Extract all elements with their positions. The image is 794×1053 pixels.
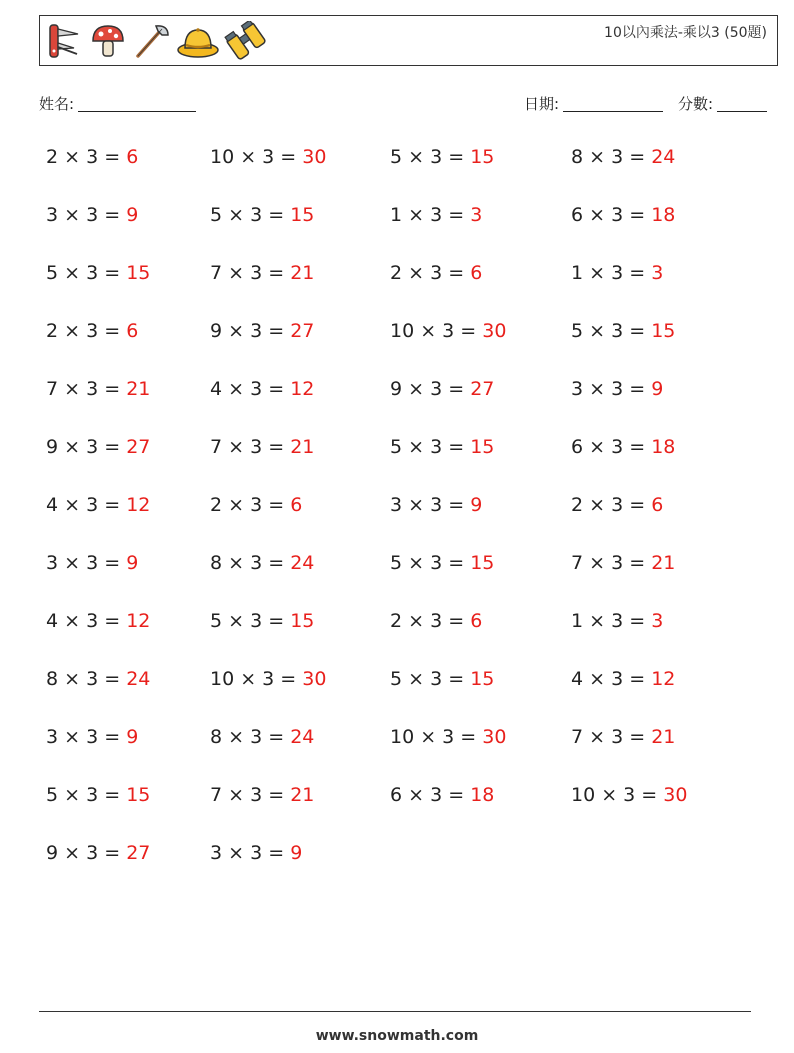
problem-question: 5 × 3 = <box>390 436 471 458</box>
header-icons <box>44 20 268 62</box>
problem-item <box>390 726 506 748</box>
problem-item <box>571 610 663 632</box>
problem-question: 4 × 3 = <box>210 378 291 400</box>
problem-answer: 24 <box>651 146 676 168</box>
problem-answer: 12 <box>126 610 151 632</box>
problem-question: 9 × 3 = <box>210 320 291 342</box>
problem-question: 5 × 3 = <box>390 552 471 574</box>
problem-answer: 30 <box>302 146 327 168</box>
problem-question: 5 × 3 = <box>390 146 471 168</box>
problem-answer: 21 <box>290 436 315 458</box>
date-label: 日期: <box>524 95 560 113</box>
problem-item <box>210 668 326 690</box>
problem-question: 2 × 3 = <box>571 494 652 516</box>
problem-item <box>571 436 675 458</box>
problem-question: 10 × 3 = <box>390 726 483 748</box>
problem-answer: 3 <box>470 204 483 226</box>
problem-item <box>210 204 314 226</box>
problem-item <box>390 378 494 400</box>
problem-answer: 12 <box>126 494 151 516</box>
problem-item <box>210 320 314 342</box>
problem-item <box>571 552 675 574</box>
problem-question: 4 × 3 = <box>46 494 127 516</box>
problem-question: 6 × 3 = <box>571 436 652 458</box>
problem-answer: 27 <box>126 436 151 458</box>
problem-item <box>571 262 663 284</box>
problem-answer: 15 <box>470 552 495 574</box>
score-blank[interactable] <box>717 95 767 112</box>
problem-answer: 15 <box>126 784 151 806</box>
problem-answer: 6 <box>126 146 139 168</box>
problem-answer: 18 <box>651 436 676 458</box>
problem-question: 3 × 3 = <box>46 552 127 574</box>
binoculars-icon <box>224 21 268 61</box>
problem-item <box>571 784 687 806</box>
footer-divider <box>39 1011 751 1012</box>
problem-item <box>390 320 506 342</box>
problem-answer: 27 <box>470 378 495 400</box>
problem-row <box>46 668 766 726</box>
problem-item <box>46 494 150 516</box>
problem-row <box>46 378 766 436</box>
problem-grid <box>46 146 766 900</box>
problem-answer: 24 <box>290 552 315 574</box>
problem-item <box>571 726 675 748</box>
problem-row <box>46 262 766 320</box>
problem-item <box>46 436 150 458</box>
problem-item <box>46 726 138 748</box>
problem-row <box>46 726 766 784</box>
problem-question: 3 × 3 = <box>46 726 127 748</box>
problem-question: 2 × 3 = <box>390 610 471 632</box>
problem-answer: 9 <box>290 842 303 864</box>
problem-item <box>390 784 494 806</box>
problem-answer: 12 <box>290 378 315 400</box>
problem-answer: 21 <box>290 262 315 284</box>
problem-answer: 21 <box>651 726 676 748</box>
problem-row <box>46 552 766 610</box>
problem-question: 5 × 3 = <box>46 784 127 806</box>
problem-question: 9 × 3 = <box>46 842 127 864</box>
problem-answer: 21 <box>290 784 315 806</box>
problem-item <box>46 262 150 284</box>
problem-answer: 3 <box>651 610 664 632</box>
problem-item <box>46 320 138 342</box>
problem-item <box>46 146 138 168</box>
problem-item <box>390 552 494 574</box>
name-field <box>39 93 196 114</box>
problem-answer: 12 <box>651 668 676 690</box>
problem-item <box>390 262 482 284</box>
problem-question: 9 × 3 = <box>390 378 471 400</box>
problem-item <box>571 378 663 400</box>
problem-answer: 15 <box>290 610 315 632</box>
date-blank[interactable] <box>563 95 663 112</box>
problem-item <box>390 204 482 226</box>
problem-item <box>46 610 150 632</box>
problem-item <box>390 146 494 168</box>
mushroom-icon <box>88 21 128 61</box>
problem-answer: 15 <box>651 320 676 342</box>
problem-answer: 6 <box>470 262 483 284</box>
problem-question: 8 × 3 = <box>210 552 291 574</box>
problem-item <box>210 262 314 284</box>
problem-answer: 30 <box>482 726 507 748</box>
problem-answer: 9 <box>126 552 139 574</box>
problem-row <box>46 146 766 204</box>
problem-answer: 21 <box>651 552 676 574</box>
problem-item <box>571 146 675 168</box>
problem-question: 1 × 3 = <box>571 262 652 284</box>
problem-answer: 30 <box>302 668 327 690</box>
problem-item <box>210 146 326 168</box>
problem-question: 10 × 3 = <box>390 320 483 342</box>
problem-question: 7 × 3 = <box>210 262 291 284</box>
problem-question: 7 × 3 = <box>210 784 291 806</box>
problem-answer: 6 <box>651 494 664 516</box>
problem-question: 3 × 3 = <box>390 494 471 516</box>
problem-answer: 9 <box>651 378 664 400</box>
worksheet-title: 10以內乘法-乘以3 (50題) <box>604 25 767 41</box>
name-blank[interactable] <box>78 95 196 112</box>
problem-question: 7 × 3 = <box>210 436 291 458</box>
problem-answer: 18 <box>470 784 495 806</box>
problem-question: 10 × 3 = <box>210 146 303 168</box>
problem-item <box>571 494 663 516</box>
problem-question: 3 × 3 = <box>46 204 127 226</box>
problem-item <box>46 378 150 400</box>
problem-item <box>46 204 138 226</box>
problem-item <box>571 320 675 342</box>
worksheet-header <box>39 15 778 66</box>
problem-question: 5 × 3 = <box>46 262 127 284</box>
problem-question: 7 × 3 = <box>571 726 652 748</box>
problem-question: 10 × 3 = <box>210 668 303 690</box>
problem-answer: 6 <box>470 610 483 632</box>
date-field <box>524 93 663 114</box>
problem-question: 5 × 3 = <box>210 610 291 632</box>
problem-answer: 18 <box>651 204 676 226</box>
problem-answer: 9 <box>126 204 139 226</box>
problem-item <box>210 552 314 574</box>
problem-item <box>210 436 314 458</box>
problem-question: 10 × 3 = <box>571 784 664 806</box>
problem-question: 8 × 3 = <box>46 668 127 690</box>
problem-answer: 15 <box>470 146 495 168</box>
axe-icon <box>132 21 172 61</box>
problem-item <box>390 494 482 516</box>
safari-hat-icon <box>176 21 220 61</box>
problem-answer: 30 <box>663 784 688 806</box>
problem-item <box>46 552 138 574</box>
problem-answer: 27 <box>126 842 151 864</box>
problem-answer: 6 <box>290 494 303 516</box>
problem-row <box>46 784 766 842</box>
problem-answer: 15 <box>290 204 315 226</box>
footer-site: www.snowmath.com <box>315 1028 479 1044</box>
problem-item <box>571 668 675 690</box>
problem-answer: 3 <box>651 262 664 284</box>
score-field <box>678 93 767 114</box>
problem-question: 3 × 3 = <box>210 842 291 864</box>
problem-answer: 9 <box>470 494 483 516</box>
problem-question: 9 × 3 = <box>46 436 127 458</box>
problem-item <box>46 842 150 864</box>
problem-item <box>210 494 302 516</box>
problem-question: 2 × 3 = <box>46 320 127 342</box>
problem-row <box>46 610 766 668</box>
problem-row <box>46 320 766 378</box>
problem-item <box>210 726 314 748</box>
problem-answer: 15 <box>470 436 495 458</box>
name-label: 姓名: <box>39 95 75 113</box>
problem-question: 4 × 3 = <box>571 668 652 690</box>
problem-question: 7 × 3 = <box>571 552 652 574</box>
problem-answer: 21 <box>126 378 151 400</box>
problem-question: 8 × 3 = <box>210 726 291 748</box>
problem-row <box>46 204 766 262</box>
problem-question: 2 × 3 = <box>46 146 127 168</box>
problem-question: 8 × 3 = <box>571 146 652 168</box>
problem-item <box>210 378 314 400</box>
problem-item <box>390 610 482 632</box>
problem-answer: 27 <box>290 320 315 342</box>
problem-answer: 30 <box>482 320 507 342</box>
problem-answer: 15 <box>470 668 495 690</box>
problem-answer: 9 <box>126 726 139 748</box>
problem-question: 3 × 3 = <box>571 378 652 400</box>
pocket-knife-icon <box>44 21 84 61</box>
problem-item <box>210 842 302 864</box>
problem-item <box>390 436 494 458</box>
problem-question: 6 × 3 = <box>390 784 471 806</box>
problem-item <box>210 610 314 632</box>
problem-item <box>46 668 150 690</box>
problem-question: 5 × 3 = <box>210 204 291 226</box>
problem-row <box>46 494 766 552</box>
problem-answer: 15 <box>126 262 151 284</box>
problem-answer: 24 <box>290 726 315 748</box>
problem-question: 6 × 3 = <box>571 204 652 226</box>
problem-question: 5 × 3 = <box>571 320 652 342</box>
problem-item <box>46 784 150 806</box>
score-label: 分數: <box>678 95 714 113</box>
problem-question: 5 × 3 = <box>390 668 471 690</box>
problem-item <box>571 204 675 226</box>
problem-answer: 24 <box>126 668 151 690</box>
problem-answer: 6 <box>126 320 139 342</box>
problem-row <box>46 436 766 494</box>
problem-question: 4 × 3 = <box>46 610 127 632</box>
problem-question: 1 × 3 = <box>571 610 652 632</box>
problem-question: 7 × 3 = <box>46 378 127 400</box>
problem-item <box>210 784 314 806</box>
problem-question: 2 × 3 = <box>390 262 471 284</box>
problem-question: 1 × 3 = <box>390 204 471 226</box>
problem-row <box>46 842 766 900</box>
problem-item <box>390 668 494 690</box>
problem-question: 2 × 3 = <box>210 494 291 516</box>
